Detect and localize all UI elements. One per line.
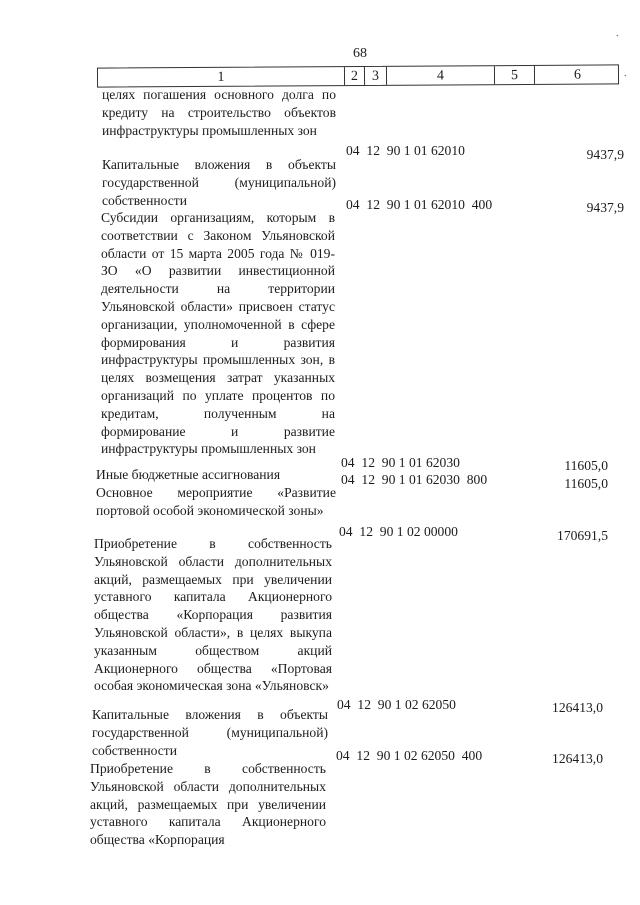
row-amount: 11605,0 <box>564 458 608 473</box>
column-header-row <box>97 64 619 87</box>
row-classification-code: 04 12 90 1 02 62050 <box>337 697 456 712</box>
row-amount: 11605,0 <box>564 476 608 491</box>
row-classification-code: 04 12 90 1 01 62010 400 <box>346 197 493 212</box>
row-classification-code: 04 12 90 1 01 62010 <box>346 143 465 158</box>
scan-mark: ⸱ <box>624 71 627 82</box>
row-description: Основное мероприятие «Развитие портовой особой экономической зоны» <box>96 485 336 518</box>
scan-mark: ⸱ <box>616 31 619 42</box>
row-description: целях погашения основного долга по кредиту на строительство объектов инфраструктуры промышленных зон <box>102 87 336 138</box>
column-header-6: 6 <box>534 65 620 84</box>
row-classification-code: 04 12 90 1 02 62050 400 <box>336 748 483 763</box>
row-amount: 9437,9 <box>586 200 624 215</box>
page-number: 68 <box>353 46 367 61</box>
row-description: Капитальные вложения в объекты государственной (муниципальной) собственности <box>92 707 328 758</box>
row-amount: 126413,0 <box>552 700 603 715</box>
row-classification-code: 04 12 90 1 02 00000 <box>339 524 458 539</box>
row-description: Иные бюджетные ассигнования <box>96 467 281 482</box>
column-header-3: 3 <box>364 67 386 85</box>
row-amount: 170691,5 <box>557 528 608 543</box>
column-header-2: 2 <box>344 67 364 85</box>
column-header-1: 1 <box>217 69 225 85</box>
row-amount: 126413,0 <box>552 751 603 766</box>
column-header-5: 5 <box>494 66 534 84</box>
row-amount: 9437,9 <box>586 147 624 162</box>
row-classification-code: 04 12 90 1 01 62030 <box>341 455 460 470</box>
row-description: Приобретение в собственность Ульяновской области дополнительных акций, размещаемых при увеличении уставного капитала Акционерного общества «Корпорация <box>90 761 326 848</box>
row-description: Субсидии организациям, которым в соответствии с Законом Ульяновской области от 15 марта 2005 года № 019-ЗО «О развитии инвестиционной деятельности на территории Ульяновской области» присвоен статус организации, уполномоченной в сфере формирования и развития инфраструктуры промышленных зон, в целях возмещения затрат указанных организаций по уплате процентов по кредитам, полученным на формирование и развитие инфраструктуры промышленных зон <box>101 210 335 457</box>
row-description: Капитальные вложения в объекты государственной (муниципальной) собственности <box>102 157 336 208</box>
row-description: Приобретение в собственность Ульяновской области дополнительных акций, размещаемых при увеличении уставного капитала Акционерного общества «Корпорация развития Ульяновской области», в целях выкупа указанным обществом акций Акционерного общества «Портовая особая экономическая зона «Ульяновск» <box>94 536 332 694</box>
row-classification-code: 04 12 90 1 01 62030 800 <box>341 472 488 487</box>
column-header-4: 4 <box>386 66 494 85</box>
